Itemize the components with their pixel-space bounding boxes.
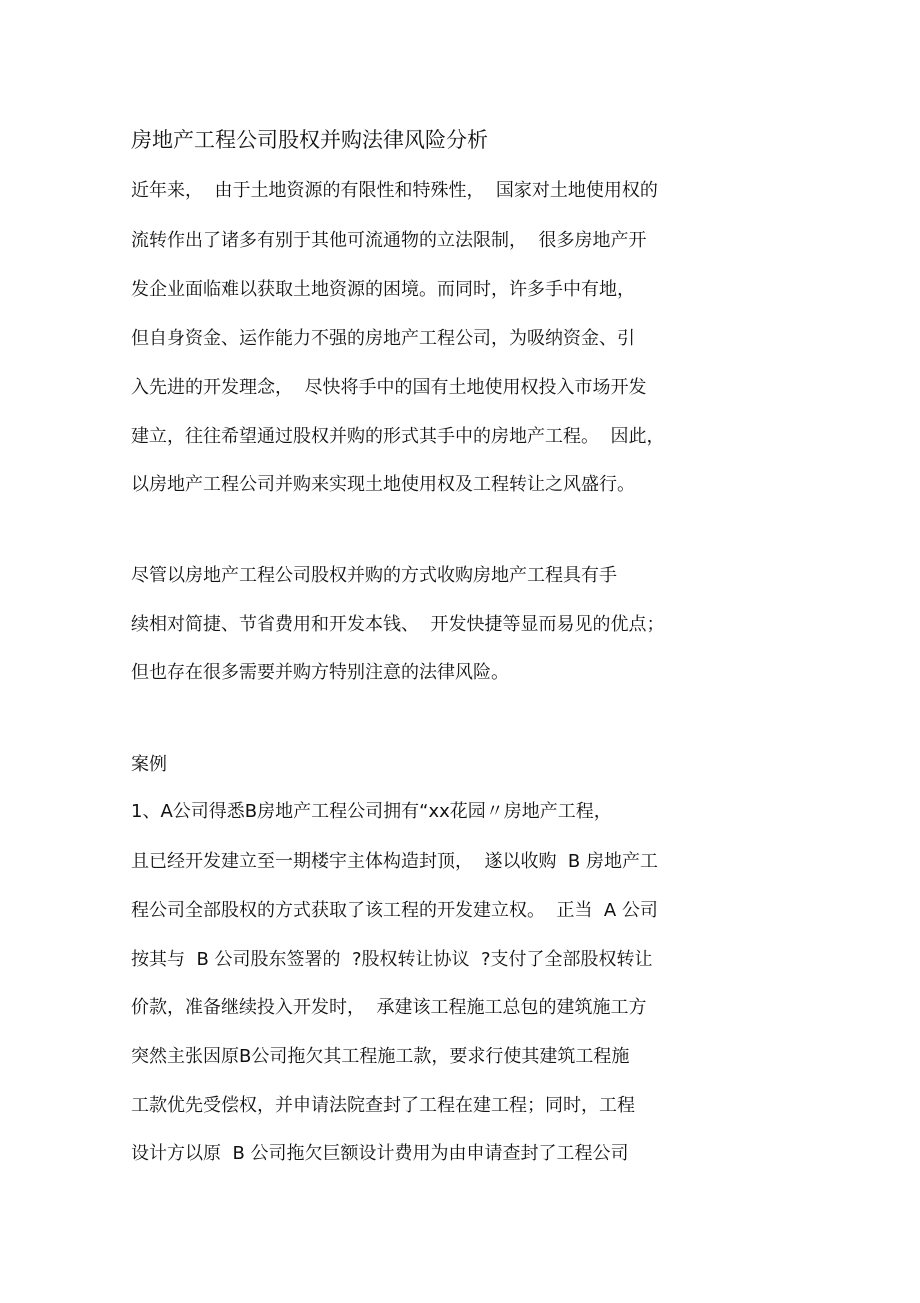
case-line-3: 程公司全部股权的方式获取了该工程的开发建立权。 正当 A 公司 [131,900,658,921]
case-line-1: 1、A公司得悉B房地产工程公司拥有“xx花园〃房地产工程， [131,801,612,822]
case-line-5: 价款，准备继续投入开发时， 承建该工程施工总包的建筑施工方 [131,997,647,1018]
paragraph-1-line-3: 发企业面临难以获取土地资源的困境。而同时，许多手中有地， [131,279,635,300]
paragraph-1-line-7: 以房地产工程公司并购来实现土地使用权及工程转让之风盛行。 [131,474,635,495]
case-line-2: 且已经开发建立至一期楼宇主体构造封顶， 遂以收购 B 房地产工 [131,851,658,872]
paragraph-2-line-1: 尽管以房地产工程公司股权并购的方式收购房地产工程具有手 [131,565,617,586]
paragraph-2-line-2: 续相对简捷、节省费用和开发本钱、 开发快捷等显而易见的优点； [131,614,665,635]
document-title: 房地产工程公司股权并购法律风险分析 [131,128,488,152]
case-line-8: 设计方以原 B 公司拖欠巨额设计费用为由申请查封了工程公司 [131,1143,629,1164]
case-heading: 案例 [131,754,167,775]
case-line-7: 工款优先受偿权，并申请法院查封了工程在建工程；同时，工程 [131,1095,635,1116]
paragraph-1-line-6: 建立，往往希望通过股权并购的形式其手中的房地产工程。 因此， [131,426,665,447]
case-line-6: 突然主张因原B公司拖欠其工程施工款，要求行使其建筑工程施 [131,1046,630,1067]
paragraph-1-line-2: 流转作出了诸多有别于其他可流通物的立法限制， 很多房地产开 [131,230,647,251]
paragraph-2-line-3: 但也存在很多需要并购方特别注意的法律风险。 [131,662,509,683]
paragraph-1-line-1: 近年来， 由于土地资源的有限性和特殊性， 国家对土地使用权的 [131,180,658,201]
paragraph-1-line-5: 入先进的开发理念， 尽快将手中的国有土地使用权投入市场开发 [131,377,647,398]
paragraph-1-line-4: 但自身资金、运作能力不强的房地产工程公司，为吸纳资金、引 [131,328,635,349]
case-line-4: 按其与 B 公司股东签署的 ?股权转让协议 ?支付了全部股权转让 [131,949,653,970]
